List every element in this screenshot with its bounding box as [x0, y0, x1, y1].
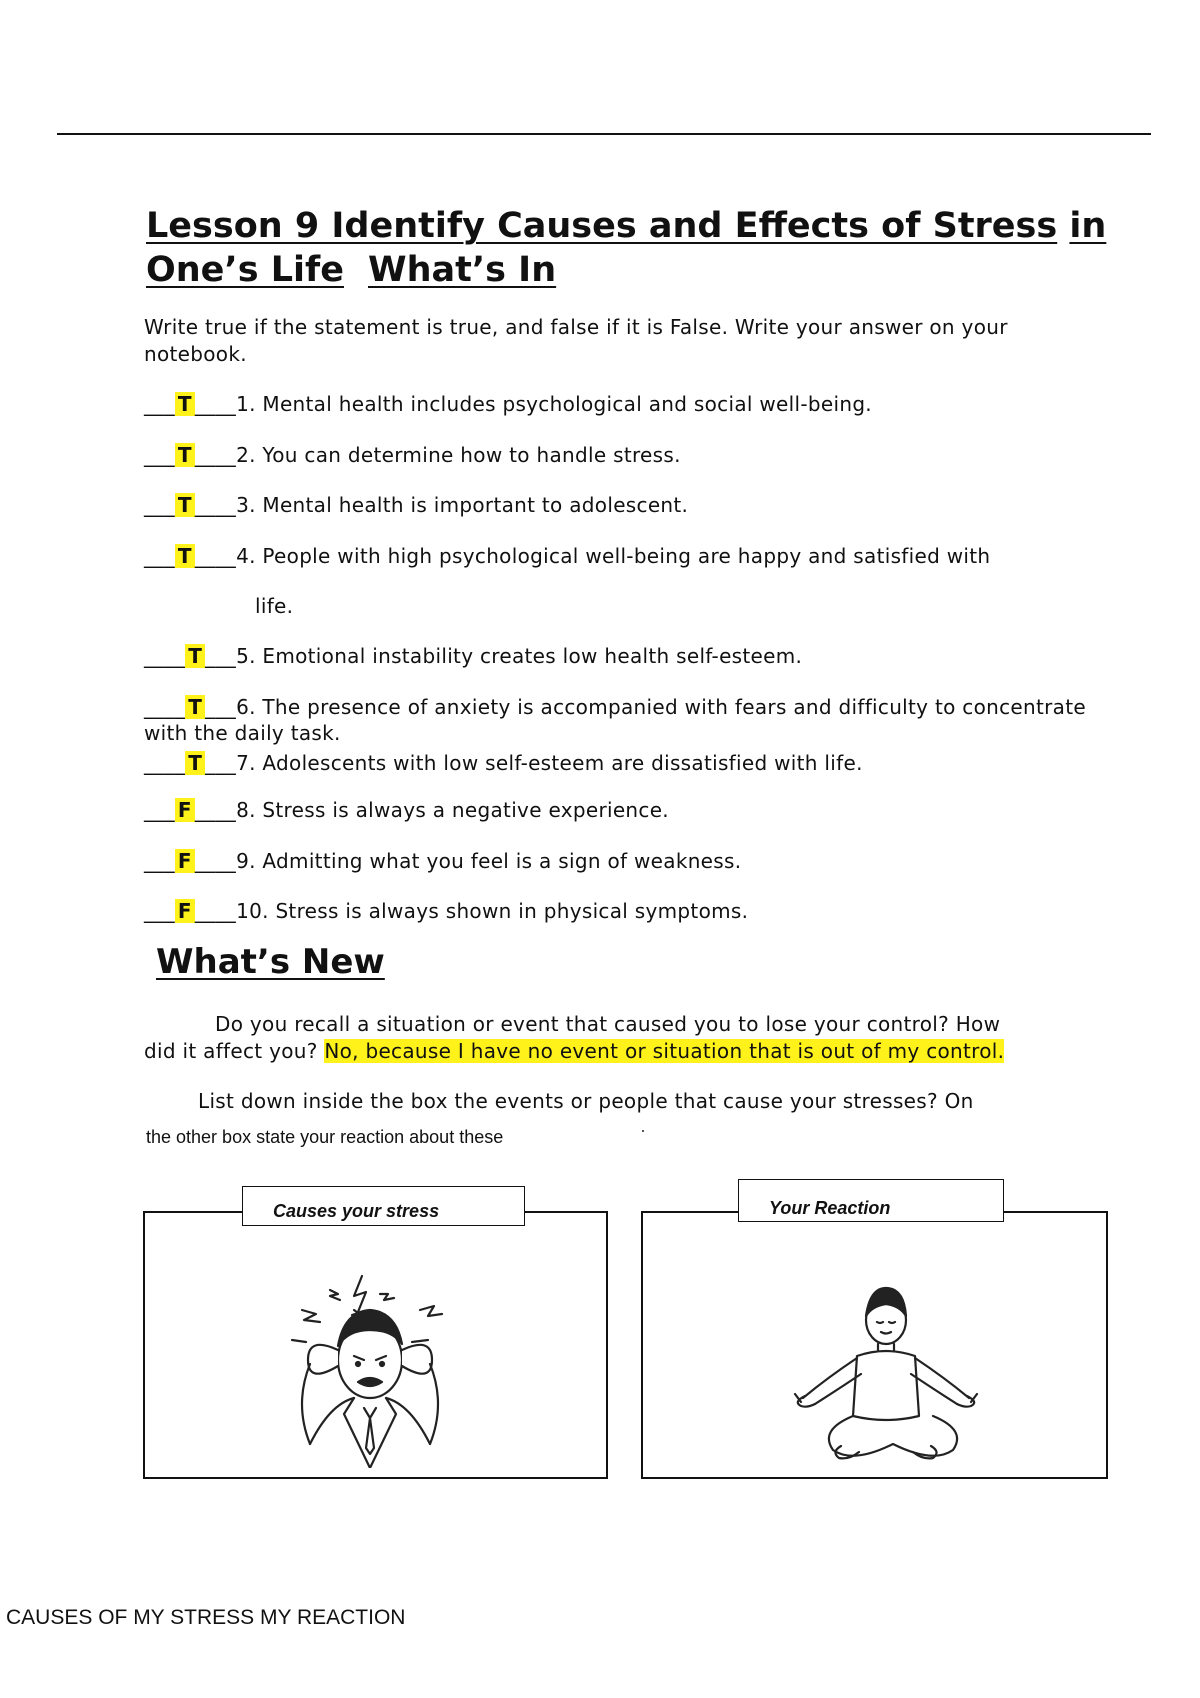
- question-line-1: Do you recall a situation or event that caused you to lose your control? How: [215, 1012, 1001, 1036]
- answer-10: F: [175, 899, 195, 923]
- item-6: ____ T ___6. The presence of anxiety is accompanied with fears and difficulty to concentrate: [144, 695, 1086, 719]
- footer-caption: CAUSES OF MY STRESS MY REACTION: [6, 1606, 406, 1629]
- question-line-2: did it affect you? No, because I have no event or situation that is out of my control.: [144, 1039, 1005, 1063]
- list-instruction: List down inside the box the events or people that cause your stresses? On: [198, 1089, 974, 1113]
- stray-dot: [642, 1130, 644, 1132]
- answer-3: T: [175, 493, 195, 517]
- answer-2: T: [175, 443, 195, 467]
- instructions-line-2: notebook.: [144, 342, 247, 366]
- item-4: ___ T ____4. People with high psychological well-being are happy and satisfied with: [144, 544, 991, 568]
- item-4-continued: life.: [255, 594, 294, 618]
- meditating-person-icon: [771, 1278, 1001, 1478]
- item-8: ___ F ____8. Stress is always a negative experience.: [144, 798, 669, 822]
- item-3: ___ T ____3. Mental health is important to adolescent.: [144, 493, 689, 517]
- item-1: ___ T ____1. Mental health includes psychological and social well-being.: [144, 392, 872, 416]
- top-rule: [57, 133, 1151, 135]
- highlighted-answer: No, because I have no event or situation that is out of my control.: [324, 1039, 1005, 1063]
- causes-label: Causes your stress: [273, 1201, 440, 1221]
- causes-tab: [242, 1186, 525, 1226]
- item-6-continued: with the daily task.: [144, 721, 341, 745]
- answer-9: F: [175, 849, 195, 873]
- answer-7: T: [185, 751, 205, 775]
- lesson-title: Lesson 9 Identify Causes and Effects of Stress in One’s Life What’s In: [146, 206, 1107, 290]
- answer-6: T: [185, 695, 205, 719]
- item-9: ___ F ____9. Admitting what you feel is a sign of weakness.: [144, 849, 742, 873]
- answer-1: T: [175, 392, 195, 416]
- item-10: ___ F ____10. Stress is always shown in physical symptoms.: [144, 899, 749, 923]
- answer-4: T: [175, 544, 195, 568]
- instructions-line-1: Write true if the statement is true, and false if it is False. Write your answer on your: [144, 315, 1008, 339]
- list-instruction-continued: the other box state your reaction about these: [146, 1127, 504, 1147]
- reaction-tab: [738, 1179, 1004, 1222]
- reaction-label: Your Reaction: [769, 1198, 891, 1218]
- causes-box: [143, 1211, 608, 1479]
- item-7: ____ T ___7. Adolescents with low self-esteem are dissatisfied with life.: [144, 751, 863, 775]
- item-5: ____ T ___5. Emotional instability creates low health self-esteem.: [144, 644, 803, 668]
- answer-8: F: [175, 798, 195, 822]
- reaction-box: [641, 1211, 1108, 1479]
- stressed-person-icon: [270, 1248, 470, 1468]
- item-2: ___ T ____2. You can determine how to handle stress.: [144, 443, 681, 467]
- whats-new-heading: What’s New: [156, 942, 385, 982]
- answer-5: T: [185, 644, 205, 668]
